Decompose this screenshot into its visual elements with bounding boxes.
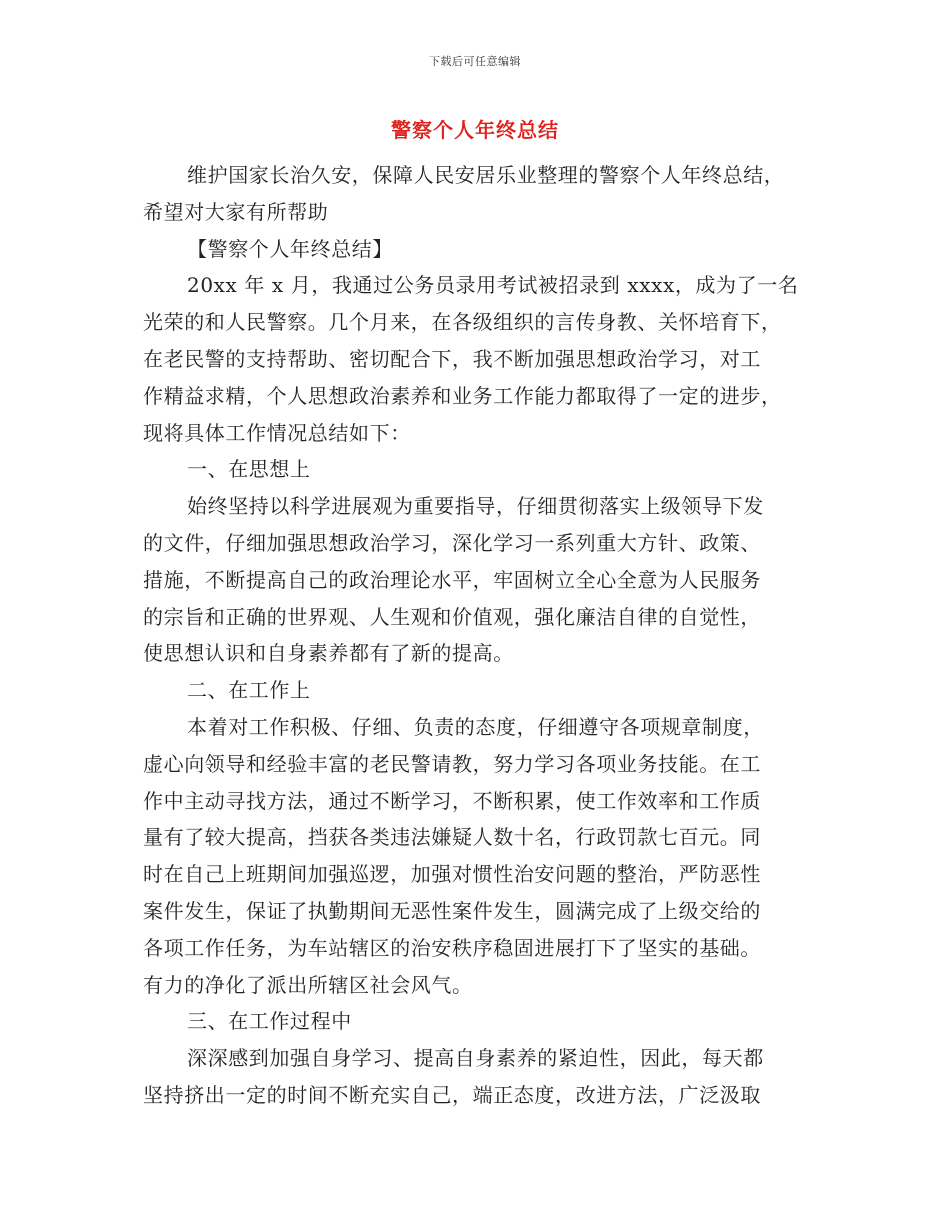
section-heading: 一、在思想上 (187, 457, 311, 482)
paragraph-line: 时在自己上班期间加强巡逻，加强对惯性治安问题的整治，严防恶性 (143, 862, 761, 887)
paragraph-line: 量有了较大提高，挡获各类违法嫌疑人数十名，行政罚款七百元。同 (143, 825, 761, 850)
paragraph-line: 深深感到加强自身学习、提高自身素养的紧迫性，因此，每天都 (187, 1046, 764, 1071)
section-heading: 三、在工作过程中 (187, 1009, 352, 1034)
paragraph-line: 的宗旨和正确的世界观、人生观和价值观，强化廉洁自律的自觉性， (143, 604, 761, 629)
section-heading: 二、在工作上 (187, 678, 311, 703)
paragraph-line: 维护国家长治久安，保障人民安居乐业整理的警察个人年终总结， (187, 163, 785, 187)
section-heading: 【警察个人年终总结】 (187, 236, 393, 261)
paragraph-line: 现将具体工作情况总结如下： (143, 420, 411, 445)
paragraph-line: 始终坚持以科学进展观为重要指导，仔细贯彻落实上级领导下发 (187, 494, 764, 519)
paragraph-line: 20xx 年 x 月，我通过公务员录用考试被招录到 xxxx，成为了一名 (187, 273, 799, 298)
paragraph-line: 各项工作任务，为车站辖区的治安秩序稳固进展打下了坚实的基础。 (143, 935, 761, 960)
document-title: 警察个人年终总结 (391, 118, 559, 142)
paragraph-line: 案件发生，保证了执勤期间无恶性案件发生，圆满完成了上级交给的 (143, 898, 761, 923)
paragraph-line: 坚持挤出一定的时间不断充实自己，端正态度，改进方法，广泛汲取 (143, 1082, 761, 1107)
paragraph-line: 光荣的和人民警察。几个月来，在各级组织的言传身教、关怀培育下， (143, 310, 782, 335)
paragraph-line: 在老民警的支持帮助、密切配合下，我不断加强思想政治学习，对工 (143, 346, 761, 371)
paragraph-line: 本着对工作积极、仔细、负责的态度，仔细遵守各项规章制度， (187, 714, 764, 739)
paragraph-line: 有力的净化了派出所辖区社会风气。 (143, 972, 473, 997)
page-header: 下载后可任意编辑 (429, 55, 521, 68)
paragraph-line: 的文件，仔细加强思想政治学习，深化学习一系列重大方针、政策、 (143, 530, 761, 555)
paragraph-line: 使思想认识和自身素养都有了新的提高。 (143, 641, 514, 666)
paragraph-line: 作精益求精，个人思想政治素养和业务工作能力都取得了一定的进步， (143, 383, 782, 408)
paragraph-line: 虚心向领导和经验丰富的老民警请教，努力学习各项业务技能。在工 (143, 751, 761, 776)
document-body (143, 157, 813, 1114)
paragraph-line: 措施，不断提高自己的政治理论水平，牢固树立全心全意为人民服务 (143, 567, 761, 592)
paragraph-line: 作中主动寻找方法，通过不断学习，不断积累，使工作效率和工作质 (143, 788, 761, 813)
paragraph-line: 希望对大家有所帮助 (143, 199, 329, 224)
